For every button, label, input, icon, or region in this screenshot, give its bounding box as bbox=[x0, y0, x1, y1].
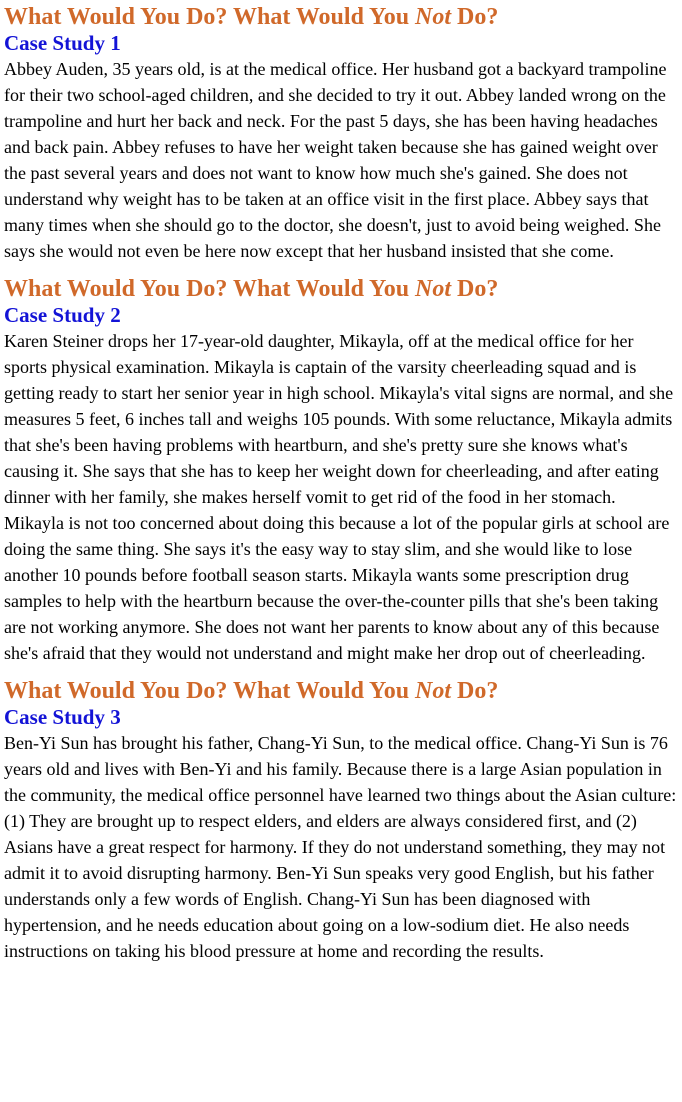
heading-part-1: What Would You Do? What Would You bbox=[4, 678, 416, 704]
heading-emphasis: Not bbox=[415, 678, 452, 704]
case-study-1 bbox=[4, 3, 677, 264]
case-title: Case Study 1 bbox=[4, 31, 121, 55]
case-text: Ben-Yi Sun has brought his father, Chang-Yi Sun, to the medical office. Chang-Yi Sun is 76 years old and lives with Ben-Yi and his family. Because there is a large Asian population in the community, the medical office personnel have learned two things about the Asian culture: (1) They are brought up to respect elders, and elders are always considered first, and (2) Asians have a great respect for harmony. If they do not understand something, they may not admit it to avoid disrupting harmony. Ben-Yi Sun speaks very good English, but his father understands only a few words of English. Chang-Yi Sun has been diagnosed with hypertension, and he needs education about going on a low-sodium diet. He also needs instructions on taking his blood pressure at home and recording the results. bbox=[4, 733, 677, 961]
case-title: Case Study 3 bbox=[4, 705, 121, 729]
heading-part-1: What Would You Do? What Would You bbox=[4, 4, 416, 30]
case-title: Case Study 2 bbox=[4, 303, 121, 327]
heading-emphasis: Not bbox=[415, 276, 452, 302]
heading-part-1: What Would You Do? What Would You bbox=[4, 276, 416, 302]
case-heading bbox=[4, 677, 677, 705]
case-heading bbox=[4, 3, 677, 31]
case-heading bbox=[4, 275, 677, 303]
case-study-2 bbox=[4, 275, 677, 666]
heading-emphasis: Not bbox=[415, 4, 452, 30]
heading-part-2: Do? bbox=[451, 276, 499, 302]
case-study-3 bbox=[4, 677, 677, 964]
heading-part-2: Do? bbox=[451, 4, 499, 30]
case-text: Abbey Auden, 35 years old, is at the medical office. Her husband got a backyard trampoline for their two school-aged children, and she decided to try it out. Abbey landed wrong on the trampoline and hurt her back and neck. For the past 5 days, she has been having headaches and back pain. Abbey refuses to have her weight taken because she has gained weight over the past several years and does not want to know how much she's gained. She does not understand why weight has to be taken at an office visit in the first place. Abbey says that many times when she should go to the doctor, she doesn't, just to avoid being weighed. She says she would not even be here now except that her husband insisted that she come. bbox=[4, 59, 667, 261]
heading-part-2: Do? bbox=[451, 678, 499, 704]
case-text: Karen Steiner drops her 17-year-old daughter, Mikayla, off at the medical office for her sports physical examination. Mikayla is captain of the varsity cheerleading squad and is getting ready to start her senior year in high school. Mikayla's vital signs are normal, and she measures 5 feet, 6 inches tall and weighs 105 pounds. With some reluctance, Mikayla admits that she's been having problems with heartburn, and she's pretty sure she knows what's causing it. She says that she has to keep her weight down for cheerleading, and after eating dinner with her family, she makes herself vomit to get rid of the food in her stomach. Mikayla is not too concerned about doing this because a lot of the popular girls at school are doing the same thing. She says it's the easy way to stay slim, and she would like to lose another 10 pounds before football season starts. Mikayla wants some prescription drug samples to help with the heartburn because the over-the-counter pills that she's been taking are not working anymore. She does not want her parents to know about any of this because she's afraid that they would not understand and might make her drop out of cheerleading. bbox=[4, 331, 674, 663]
